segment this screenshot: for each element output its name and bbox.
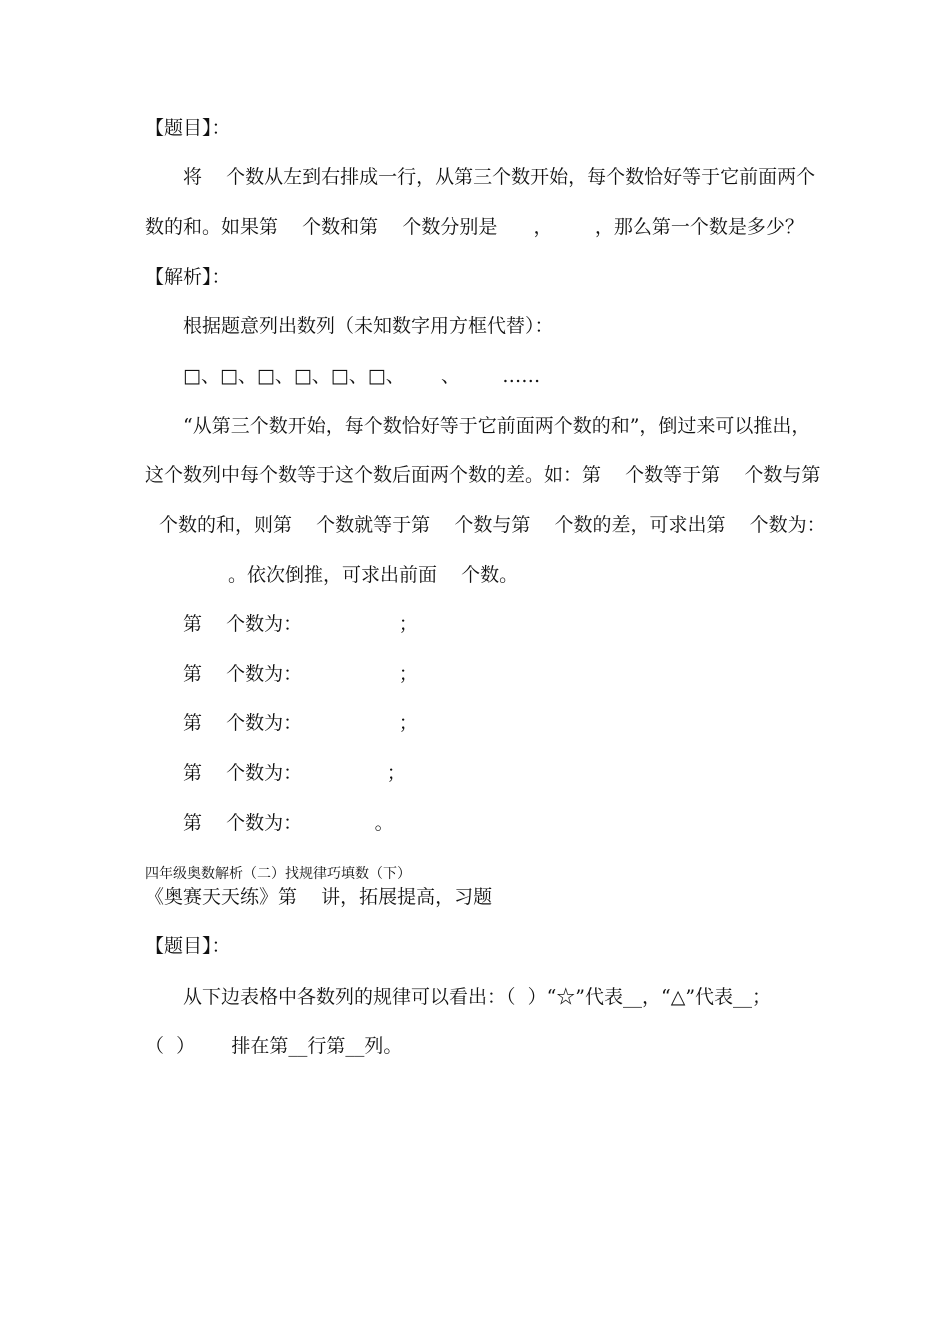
problem-line-1: 将 个数从左到右排成一行，从第三个数开始，每个数恰好等于它前面两个	[183, 166, 816, 188]
step-line-4: 第 个数为： ；	[183, 762, 406, 784]
step-line-5: 第 个数为： 。	[183, 812, 394, 834]
problem-line-2: 数的和。如果第 个数和第 个数分别是 ， ，那么第一个数是多少？	[145, 216, 804, 238]
section2-line-2: （ ） 排在第__行第__列。	[145, 1035, 403, 1057]
section2-line-1: 从下边表格中各数列的规律可以看出：（ ）“☆”代表__，“△”代表__；	[183, 986, 772, 1008]
section1-heading: 【题目】：	[145, 117, 231, 139]
analysis-line-1: 根据题意列出数列（未知数字用方框代替）：	[183, 315, 554, 337]
source-title: 《奥赛天天练》第 讲，拓展提高，习题	[145, 886, 493, 908]
analysis-para-line-3: 个数的和，则第 个数就等于第 个数与第 个数的差，可求出第 个数为：	[159, 514, 826, 536]
step-line-2: 第 个数为： ；	[183, 663, 418, 685]
step-line-3: 第 个数为： ；	[183, 712, 418, 734]
analysis-heading: 【解析】：	[145, 266, 231, 288]
sequence-line: □、□、□、□、□、□、 、 ……	[183, 365, 541, 387]
analysis-para-line-2: 这个数列中每个数等于这个数后面两个数的差。如：第 个数等于第 个数与第	[145, 464, 821, 486]
analysis-para-line-1: “从第三个数开始，每个数恰好等于它前面两个数的和”，倒过来可以推出，	[183, 415, 811, 437]
source-small-title: 四年级奥数解析（二）找规律巧填数（下）	[145, 866, 411, 882]
section2-heading: 【题目】：	[145, 935, 231, 957]
analysis-para-line-4: 。依次倒推，可求出前面 个数。	[228, 564, 519, 586]
step-line-1: 第 个数为： ；	[183, 613, 418, 635]
